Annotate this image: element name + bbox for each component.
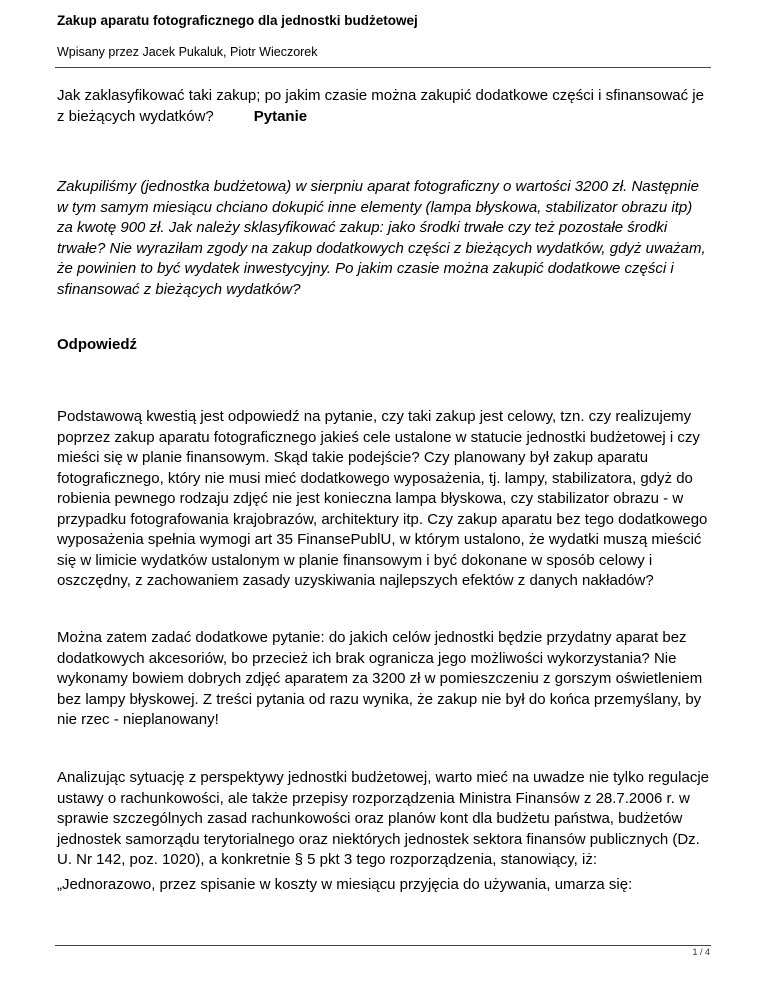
answer-paragraph: Podstawową kwestią jest odpowiedź na pytanie, czy taki zakup jest celowy, tzn. czy realizujemy poprzez zakup aparatu fotograficznego jakieś cele ustalone w statucie jednostki budżetowej i czy mieści się w planie finansowym. Skąd takie podejście? Czy planowany był zakup aparatu fotograficznego, który nie musi mieć dodatkowego wyposażenia, tj. lampy, stabilizatora, gdyż do robienia pewnego rodzaju zdjęć nie jest konieczna lampa błyskowa, czy stabilizator obrazu - w przypadku fotografowania krajobrazów, architektury itp. Czy zakup aparatu bez tego dodatkowego wyposażenia spełnia wymogi art 35 FinansePublU, w którym ustalono, że wydatki muszą mieścić się w limicie wydatków ustalonym w planie finansowym i być dokonane w sposób celowy i oszczędny, z zachowaniem zasady uzyskiwania najlepszych efektów z danych nakładów? xyxy=(57,408,708,589)
answer-paragraph: „Jednorazowo, przez spisanie w koszty w miesiącu przyjęcia do używania, umarza się: xyxy=(57,876,633,893)
intro-question xyxy=(57,86,709,127)
footer-divider xyxy=(55,945,711,946)
answer-heading: Odpowiedź xyxy=(57,336,137,353)
document-title: Zakup aparatu fotograficznego dla jednostki budżetowej xyxy=(57,13,418,28)
document-authors: Wpisany przez Jacek Pukaluk, Piotr Wieczorek xyxy=(57,45,318,59)
intro-question-text: Jak zaklasyfikować taki zakup; po jakim czasie można zakupić dodatkowe części i sfinansować je z bieżących wydatków? xyxy=(57,87,704,125)
header-divider xyxy=(55,67,711,68)
question-text: Zakupiliśmy (jednostka budżetowa) w sierpniu aparat fotograficzny o wartości 3200 zł. Następnie w tym samym miesiącu chciano dokupić inne elementy (lampa błyskowa, stabilizator obrazu itp) za kwotę 900 zł. Jak należy sklasyfikować zakup: jako środki trwałe czy też pozostałe środki trwałe? Nie wyraziłam zgody na zakup dodatkowych części z bieżących wydatków, gdyż uważam, że powinien to być wydatek inwestycyjny. Po jakim czasie można zakupić dodatkowe części i sfinansować z bieżących wydatków? xyxy=(57,178,706,298)
answer-paragraph: Analizując sytuację z perspektywy jednostki budżetowej, warto mieć na uwadze nie tylko regulacje ustawy o rachunkowości, ale także przepisy rozporządzenia Ministra Finansów z 28.7.2006 r. w sprawie szczególnych zasad rachunkowości oraz planów kont dla budżetu państwa, budżetów jednostek samorządu terytorialnego oraz niektórych jednostek sektora finansów publicznych (Dz. U. Nr 142, poz. 1020), a konkretnie § 5 pkt 3 tego rozporządzenia, stanowiący, iż: xyxy=(57,769,709,868)
article-body xyxy=(57,86,709,893)
question-label: Pytanie xyxy=(253,107,308,125)
page-number: 1 / 4 xyxy=(692,947,710,957)
page-header xyxy=(57,12,711,59)
answer-paragraph: Można zatem zadać dodatkowe pytanie: do jakich celów jednostki będzie przydatny aparat bez dodatkowych akcesoriów, bo przecież ich brak ogranicza jego możliwości wykorzystania? Nie wykonamy bowiem dobrych zdjęć aparatem za 3200 zł w pomieszczeniu z gorszym oświetleniem bez lampy błyskowej. Z treści pytania od razu wynika, że zakup nie był do końca przemyślany, by nie rzec - nieplanowany! xyxy=(57,629,703,728)
